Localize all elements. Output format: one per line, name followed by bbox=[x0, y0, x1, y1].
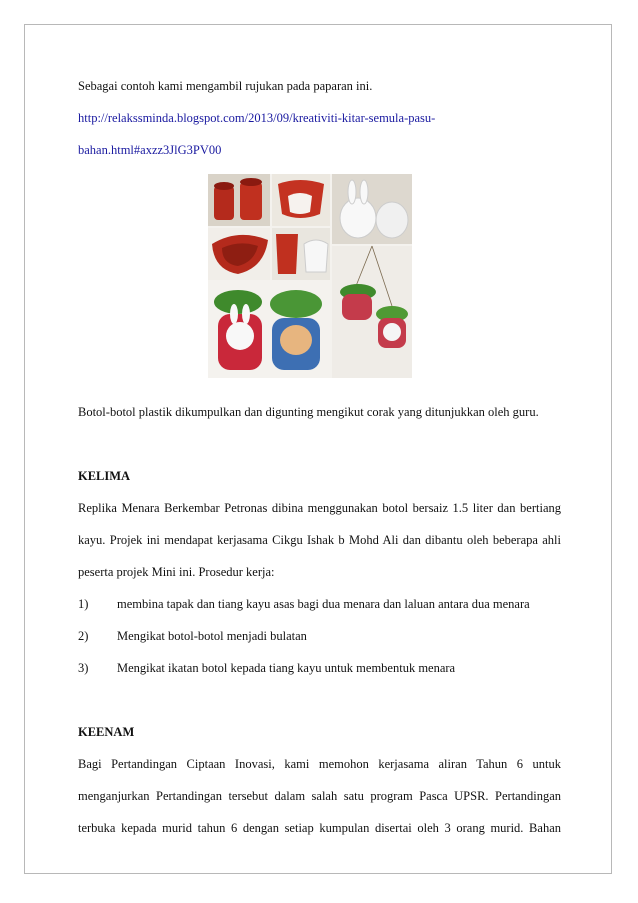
kelima-line-1: Replika Menara Berkembar Petronas dibina menggunakan botol bersaiz 1.5 liter dan bertiang bbox=[78, 501, 561, 515]
list-item bbox=[78, 620, 561, 652]
reference-link-line-2[interactable]: bahan.html#axzz3JlG3PV00 bbox=[78, 143, 222, 157]
list-item bbox=[78, 588, 561, 620]
section-heading-kelima: KELIMA bbox=[78, 469, 131, 483]
keenam-line-1: Bagi Pertandingan Ciptaan Inovasi, kami memohon kerjasama aliran Tahun 6 untuk bbox=[78, 757, 561, 771]
list-text: membina tapak dan tiang kayu asas bagi dua menara dan laluan antara dua menara bbox=[117, 597, 530, 611]
list-number: 3) bbox=[78, 661, 89, 675]
photo-area bbox=[78, 166, 561, 396]
list-text: Mengikat ikatan botol kepada tiang kayu untuk membentuk menara bbox=[117, 661, 456, 675]
photo-caption: Botol-botol plastik dikumpulkan dan digunting mengikut corak yang ditunjukkan oleh guru. bbox=[78, 405, 539, 419]
document-content bbox=[78, 70, 561, 844]
section-heading-keenam: KEENAM bbox=[78, 725, 135, 739]
list-item bbox=[78, 652, 561, 684]
kelima-line-2: kayu. Projek ini mendapat kerjasama Cikgu Ishak b Mohd Ali dan dibantu oleh beberapa ahli bbox=[78, 533, 561, 547]
intro-text: Sebagai contoh kami mengambil rujukan pada paparan ini. bbox=[78, 79, 373, 93]
keenam-line-2: menganjurkan Pertandingan tersebut dalam salah satu program Pasca UPSR. Pertandingan bbox=[78, 789, 561, 803]
kelima-line-3: peserta projek Mini ini. Prosedur kerja: bbox=[78, 565, 275, 579]
list-number: 1) bbox=[78, 597, 89, 611]
bottle-craft-photo-collage bbox=[208, 174, 412, 378]
list-number: 2) bbox=[78, 629, 89, 643]
list-text: Mengikat botol-botol menjadi bulatan bbox=[117, 629, 307, 643]
keenam-line-3: terbuka kepada murid tahun 6 dengan setiap kumpulan disertai oleh 3 orang murid. Bahan bbox=[78, 821, 561, 835]
reference-link-line-1[interactable]: http://relakssminda.blogspot.com/2013/09/kreativiti-kitar-semula-pasu- bbox=[78, 111, 436, 125]
